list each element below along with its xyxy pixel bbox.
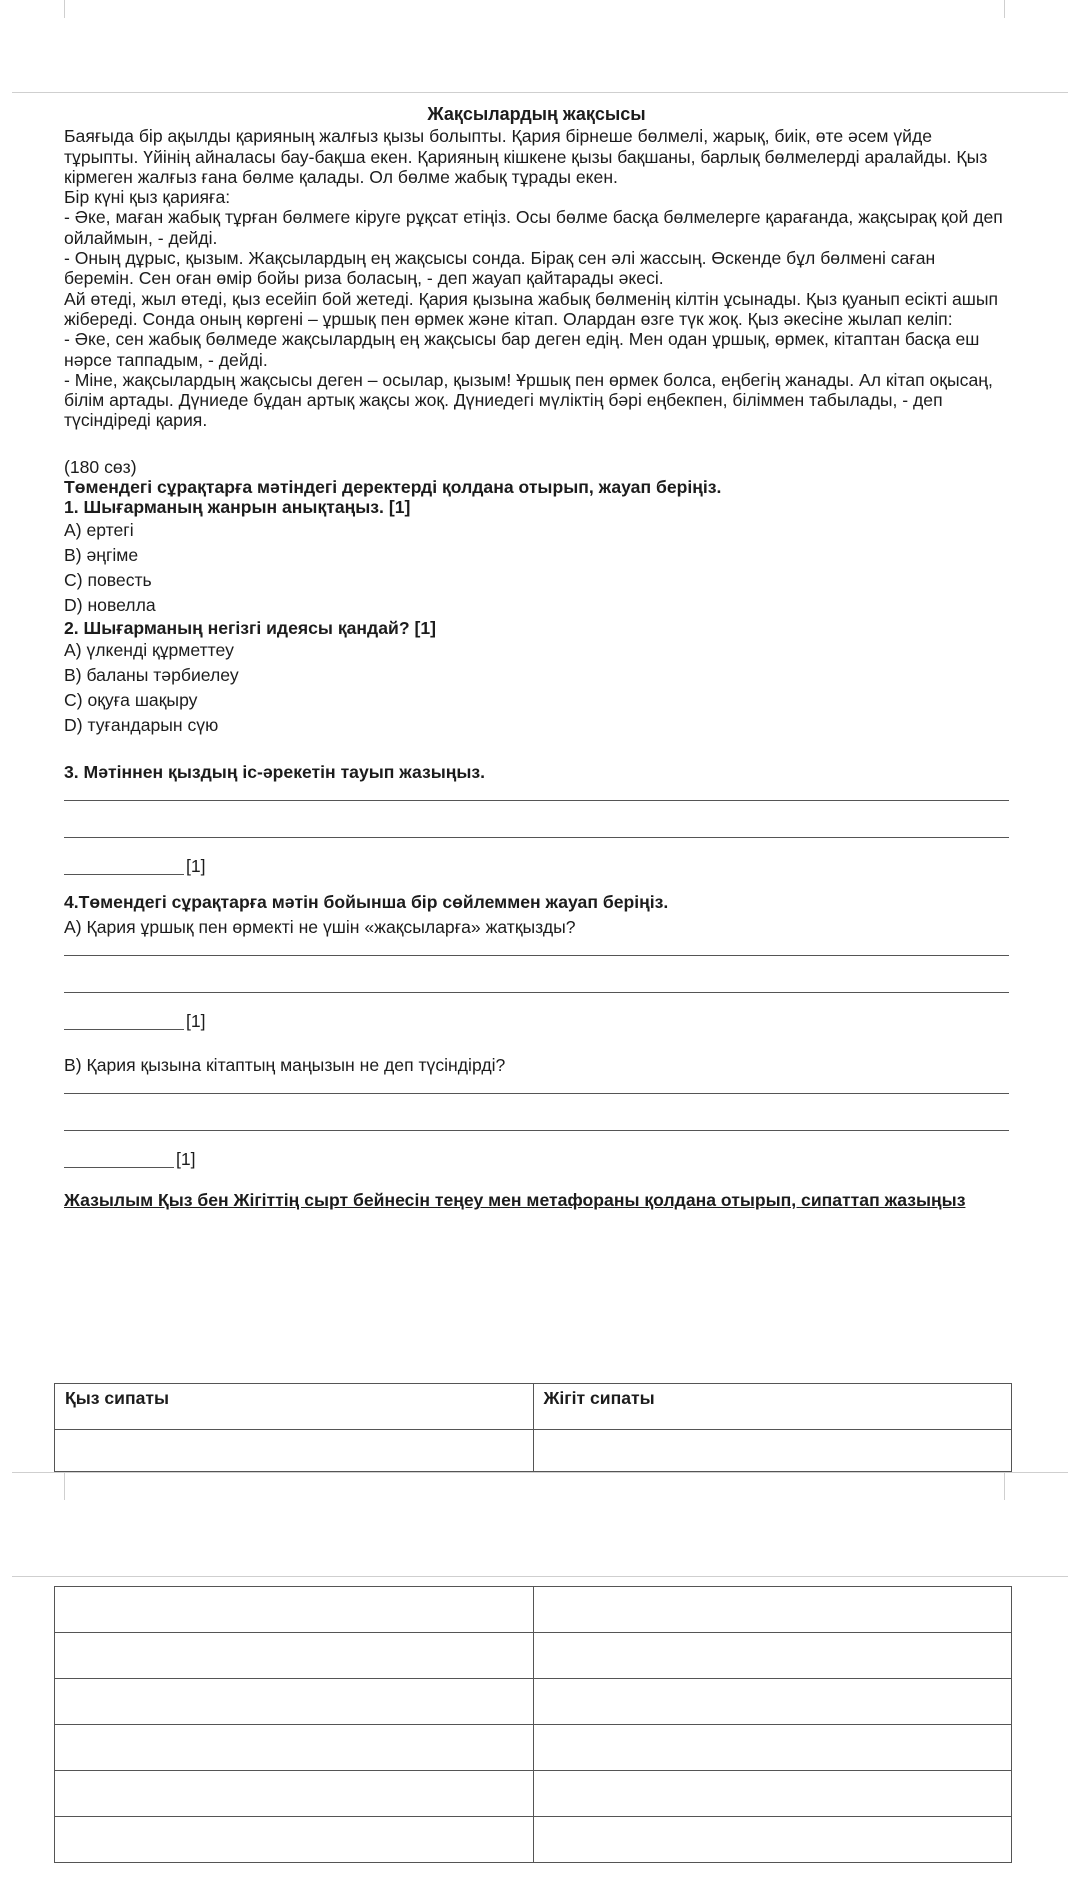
- score-label: [1]: [186, 856, 206, 877]
- story-paragraph: - Әке, маған жабық тұрған бөлмеге кіруге рұқсат етіңіз. Осы бөлме басқа бөлмелерге қарағанда, жақсырақ қой деп ойлаймын, - дейді.: [64, 207, 1003, 248]
- q1-option[interactable]: D) новелла: [64, 594, 156, 615]
- page-2: [0, 1470, 1080, 1892]
- table-cell[interactable]: [533, 1430, 1012, 1472]
- score-field: [64, 856, 1009, 880]
- answer-line[interactable]: [64, 837, 1009, 838]
- word-count: (180 сөз): [64, 456, 137, 477]
- table-cell[interactable]: [55, 1633, 534, 1679]
- story-paragraph: - Міне, жақсылардың жақсысы деген – осылар, қызым! Ұршық пен өрмек болса, еңбегің жанады. Ал кітап оқысаң, білім артады. Дүниеде бұдан артық жақсы жоқ. Дүниедегі мүліктің бәрі еңбекпен, біліммен табылады, - деп түсіндіреді қария.: [64, 369, 993, 431]
- answer-line[interactable]: [64, 992, 1009, 993]
- table-cell[interactable]: [533, 1817, 1012, 1863]
- question-2: 2. Шығарманың негізгі идеясы қандай? [1]: [64, 617, 436, 638]
- story-paragraph: Ай өтеді, жыл өтеді, қыз есейіп бой жетеді. Қария қызына жабық бөлменің кілтін ұсынады. Қыз қуанып есікті ашып жібереді. Сонда оның көргені – ұршық пен өрмек және кітап. Олардан өзге түк жоқ. Қыз әкесіне жылап келіп:: [64, 288, 999, 329]
- document-title: Жақсылардың жақсысы: [427, 104, 646, 124]
- question-4a: A) Қария ұршық пен өрмекті не үшін «жақсыларға» жатқызды?: [64, 916, 576, 937]
- question-4b: B) Қария қызына кітаптың маңызын не деп түсіндірді?: [64, 1054, 506, 1075]
- score-blank[interactable]: [64, 1167, 174, 1168]
- table-header-girl: Қыз сипаты: [55, 1384, 534, 1430]
- page-corner-mark: [1004, 0, 1005, 18]
- question-1: 1. Шығарманың жанрын анықтаңыз. [1]: [64, 497, 411, 518]
- score-blank[interactable]: [64, 1029, 184, 1030]
- score-field: [64, 1149, 1009, 1173]
- question-4: 4.Төмендегі сұрақтарға мәтін бойынша бір сөйлеммен жауап беріңіз.: [64, 892, 669, 913]
- page-margin-line: [12, 1576, 1068, 1577]
- answer-line[interactable]: [64, 955, 1009, 956]
- continuation-table: [54, 1586, 1012, 1863]
- writing-task: Жазылым Қыз бен Жігіттің сырт бейнесін теңеу мен метафораны қолдана отырып, сипаттап жазыңыз: [64, 1190, 966, 1211]
- q2-option[interactable]: A) үлкенді құрметтеу: [64, 639, 234, 660]
- document-body: [64, 104, 1009, 1212]
- score-blank[interactable]: [64, 874, 184, 875]
- score-label: [1]: [176, 1149, 196, 1170]
- score-field: [64, 1011, 1009, 1035]
- story-paragraph: - Әке, сен жабық бөлмеде жақсылардың ең жақсысы бар деген едің. Мен одан ұршық, өрмек, кітаптан басқа еш нәрсе таппадым, - дейді.: [64, 329, 980, 370]
- table-header-boy: Жігіт сипаты: [533, 1384, 1012, 1430]
- q2-option[interactable]: B) баланы тәрбиелеу: [64, 664, 239, 685]
- table-cell[interactable]: [533, 1587, 1012, 1633]
- story-paragraph: - Оның дұрыс, қызым. Жақсылардың ең жақсысы сонда. Бірақ сен әлі жассың. Өскенде бұл бөлмені саған беремін. Сен оған өмір бойы риза боласың, - деп жауап қайтарады әкесі.: [64, 248, 936, 289]
- page-margin-line: [12, 92, 1068, 93]
- instruction: Төмендегі сұрақтарға мәтіндегі деректерді қолдана отырып, жауап беріңіз.: [64, 477, 722, 498]
- q1-option[interactable]: A) ертегі: [64, 519, 134, 540]
- q1-option[interactable]: C) повесть: [64, 569, 152, 590]
- score-label: [1]: [186, 1010, 206, 1031]
- table-cell[interactable]: [55, 1817, 534, 1863]
- q1-option[interactable]: B) әңгіме: [64, 544, 139, 565]
- description-table: [54, 1383, 1012, 1472]
- table-cell[interactable]: [55, 1587, 534, 1633]
- answer-line[interactable]: [64, 1130, 1009, 1131]
- answer-line[interactable]: [64, 800, 1009, 801]
- table-cell[interactable]: [55, 1679, 534, 1725]
- question-3: 3. Мәтіннен қыздың іс-әрекетін тауып жазыңыз.: [64, 761, 486, 782]
- table-cell[interactable]: [55, 1771, 534, 1817]
- table-cell[interactable]: [533, 1679, 1012, 1725]
- story-paragraph: Бір күні қыз қарияға:: [64, 187, 231, 208]
- q2-option[interactable]: D) туғандарын сүю: [64, 714, 219, 735]
- table-cell[interactable]: [533, 1633, 1012, 1679]
- table-cell[interactable]: [533, 1725, 1012, 1771]
- table-cell[interactable]: [533, 1771, 1012, 1817]
- table-cell[interactable]: [55, 1430, 534, 1472]
- page-corner-mark: [64, 0, 65, 18]
- story-paragraph: Баяғыда бір ақылды қарияның жалғыз қызы болыпты. Қария бірнеше бөлмелі, жарық, биік, өте әсем үйде тұрыпты. Үйінің айналасы бау-бақша екен. Қарияның кішкене қызы бақшаны, барлық бөлмелерді аралайды. Қыз кірмеген жалғыз ғана бөлме қалады. Ол бөлме жабық тұрады екен.: [64, 126, 988, 187]
- answer-line[interactable]: [64, 1093, 1009, 1094]
- table-cell[interactable]: [55, 1725, 534, 1771]
- q2-option[interactable]: C) оқуға шақыру: [64, 689, 198, 710]
